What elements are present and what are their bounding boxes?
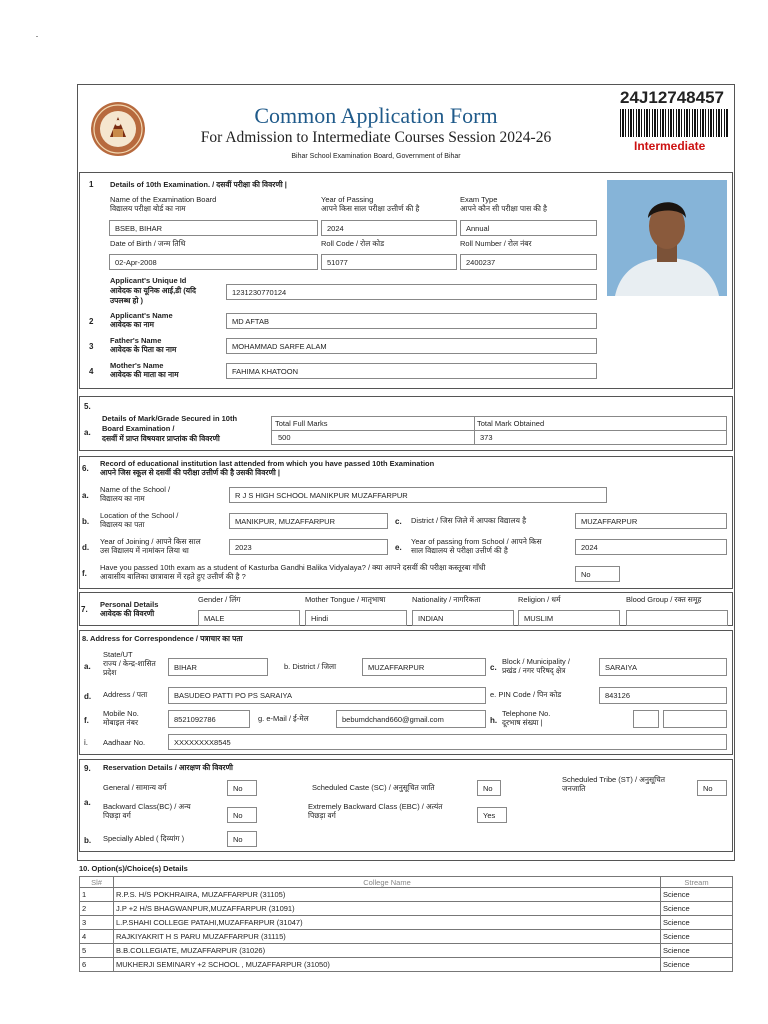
ebc-label: Extremely Backward Class (EBC) / अत्यंत पिछड़ा वर्ग [308,802,443,820]
father-name-field[interactable]: MOHAMMAD SARFE ALAM [226,338,597,354]
gender-field[interactable]: MALE [198,610,300,626]
aadhaar-field[interactable]: XXXXXXXX8545 [168,734,727,750]
section-8f: f. [84,716,89,725]
ebc-field[interactable]: Yes [477,807,507,823]
mother-name-field[interactable]: FAHIMA KHATOON [226,363,597,379]
section-7-number: 7. [81,605,88,614]
form-subtitle: For Admission to Intermediate Courses Session 2024-26 [200,129,552,146]
table-row [80,916,733,930]
marks-label: Details of Mark/Grade Secured in 10th Board Examination / दसवीं में प्राप्त विषयवार प्राप्तांक की विवरणी [102,414,238,443]
exam-type-label: Exam Type आपने कौन सी परीक्षा पास की है [460,195,548,213]
serial-cell: 6 [80,958,114,972]
address-section-title: 8. Address for Correspondence / पत्राचार का पता [82,634,243,643]
applicant-name-field[interactable]: MD AFTAB [226,313,597,329]
telephone-label: Telephone No. दूरभाष संख्या | [502,709,551,727]
applicant-name-label: Applicant's Name आवेदक का नाम [110,311,173,329]
block-field[interactable]: SARAIYA [599,658,727,676]
section-9a: a. [84,798,91,807]
obtained-marks-label: Total Mark Obtained [477,419,545,428]
pin-field[interactable]: 843126 [599,687,727,704]
applicant-photo [607,180,727,296]
college-cell: R.P.S. H/S POKHRAIRA, MUZAFFARPUR (31105) [114,888,661,902]
section-4-number: 4 [89,367,94,376]
col-stream: Stream [661,877,733,888]
stream-cell: Science [661,902,733,916]
section-6c: c. [395,517,402,526]
category-label: Intermediate [634,139,706,153]
year-passing-school-field[interactable]: 2024 [575,539,727,555]
address-field[interactable]: BASUDEO PATTI PO PS SARAIYA [168,687,486,704]
mobile-field[interactable]: 8521092786 [168,710,250,728]
table-row [80,888,733,902]
stream-cell: Science [661,958,733,972]
table-row [80,930,733,944]
aadhaar-label: Aadhaar No. [103,738,146,747]
options-title: 10. Option(s)/Choice(s) Details [79,864,188,873]
serial-cell: 5 [80,944,114,958]
scan-speck [36,36,38,37]
col-serial: Sl# [80,877,114,888]
roll-number-field[interactable]: 2400237 [460,254,597,270]
obtained-marks-value: 373 [480,433,493,442]
section-6d: d. [82,543,90,552]
nationality-label: Nationality / नागरिकता [412,595,481,604]
st-label: Scheduled Tribe (ST) / अनुसूचित जनजाति [562,775,666,793]
section-8c: c. [490,663,497,672]
section-6e: e. [395,543,402,552]
address-label: Address / पता [103,690,148,699]
kgbv-field[interactable]: No [575,566,620,582]
full-marks-value: 500 [278,433,291,442]
stream-cell: Science [661,888,733,902]
general-field[interactable]: No [227,780,257,796]
nationality-field[interactable]: INDIAN [412,610,514,626]
dob-field[interactable]: 02-Apr-2008 [109,254,318,270]
col-college-name: College Name [114,877,661,888]
stream-cell: Science [661,944,733,958]
year-joining-label: Year of Joining / आपने किस साल उस विद्यालय में नामांकन लिया था [100,537,201,555]
school-name-label: Name of the School / विद्यालय का नाम [100,485,171,503]
section-8d: d. [84,692,92,701]
state-field[interactable]: BIHAR [168,658,268,676]
board-field[interactable]: BSEB, BIHAR [109,220,318,236]
table-row [80,944,733,958]
serial-cell: 1 [80,888,114,902]
section-8h: h. [490,716,498,725]
full-marks-label: Total Full Marks [275,419,328,428]
board-logo [90,101,146,157]
section-6b: b. [82,517,90,526]
table-row [80,902,733,916]
reservation-title: Reservation Details / आरक्षण की विवरणी [103,763,233,772]
specially-abled-label: Specially Abled ( दिव्यांग ) [103,834,185,843]
sc-label: Scheduled Caste (SC) / अनुसूचित जाति [312,783,435,792]
mobile-label: Mobile No. मोबाइल नंबर [103,709,139,727]
kgbv-label: Have you passed 10th exam as a student of Kasturba Gandhi Balika Vidyalaya? / क्या आपने दसवीं की परीक्षा कस्तूरबा गाँधी आवासीय बालिका छात्रावास में रहते हुए उत्तीर्ण की है ? [100,563,486,581]
state-label: State/UT राज्य / केन्द्र-शासित प्रदेश [103,650,156,677]
bc-label: Backward Class(BC) / अन्य पिछड़ा वर्ग [103,802,191,820]
school-district-field[interactable]: MUZAFFARPUR [575,513,727,529]
father-name-label: Father's Name आवेदक के पिता का नाम [110,336,177,354]
mother-tongue-field[interactable]: Hindi [305,610,407,626]
year-passing-school-label: Year of passing from School / आपने किस साल विद्यालय से परीक्षा उत्तीर्ण की है [411,537,542,555]
year-of-passing-field[interactable]: 2024 [321,220,457,236]
section-6f: f. [82,569,87,578]
section-5a: a. [84,428,91,437]
school-name-field[interactable]: R J S HIGH SCHOOL MANIKPUR MUZAFFARPUR [229,487,607,503]
year-joining-field[interactable]: 2023 [229,539,388,555]
section-6-number: 6. [82,464,89,473]
school-record-title: Record of educational institution last attended from which you have passed 10th Examination आपने जिस स्कूल से दसवीं की परीक्षा उत्तीर्ण की है उसकी विवरणी | [100,459,435,477]
blood-group-field[interactable] [626,610,728,626]
email-label: g. e-Mail / ई-मेल [258,714,309,723]
board-label: Name of the Examination Board विद्यालय परीक्षा बोर्ड का नाम [110,195,217,213]
section-2-number: 2 [89,317,94,326]
unique-id-field[interactable]: 1231230770124 [226,284,597,300]
dob-label: Date of Birth / जन्म तिथि [110,239,186,248]
roll-number-label: Roll Number / रोल नंबर [460,239,532,248]
options-table [79,876,733,972]
section-1-title: Details of 10th Examination. / दसवीं परीक्षा की विवरणी | [110,180,287,189]
section-8a: a. [84,662,91,671]
college-cell: MUKHERJI SEMINARY +2 SCHOOL , MUZAFFARPUR (31050) [114,958,661,972]
serial-cell: 3 [80,916,114,930]
roll-code-label: Roll Code / रोल कोड [321,239,385,248]
section-1-number: 1 [89,180,94,189]
religion-label: Religion / धर्म [518,595,561,604]
st-field[interactable]: No [697,780,727,796]
table-row [80,958,733,972]
unique-id-label: Applicant's Unique Id आवेदक का यूनिक आई,डी (यदि उपलब्ध हो ) [110,276,196,305]
options-header-row [80,877,733,888]
college-cell: B.B.COLLEGIATE, MUZAFFARPUR (31026) [114,944,661,958]
district-address-field[interactable]: MUZAFFARPUR [362,658,486,676]
email-field[interactable]: bebumdchand660@gmail.com [336,710,486,728]
stream-cell: Science [661,930,733,944]
section-9-number: 9. [84,764,91,773]
marks-table [271,416,727,445]
section-9b: b. [84,836,92,845]
district-address-label: b. District / जिला [284,662,337,671]
blood-group-label: Blood Group / रक्त समूह [626,595,702,604]
section-3-number: 3 [89,342,94,351]
school-location-label: Location of the School / विद्यालय का पता [100,511,179,529]
section-8i: i. [84,738,88,747]
school-location-field[interactable]: MANIKPUR, MUZAFFARPUR [229,513,388,529]
application-id: 24J12748457 [620,88,725,107]
serial-cell: 4 [80,930,114,944]
stream-cell: Science [661,916,733,930]
roll-code-field[interactable]: 51077 [321,254,457,270]
pin-label: e. PIN Code / पिन कोड [490,690,562,699]
college-cell: RAJKIYAKRIT H S PARU MUZAFFARPUR (31115) [114,930,661,944]
bc-field[interactable]: No [227,807,257,823]
section-5-number: 5. [84,402,91,411]
district-label: District / जिस जिले में आपका विद्यालय है [411,516,527,525]
college-cell: J.P +2 H/S BHAGWANPUR,MUZAFFARPUR (31091) [114,902,661,916]
telephone-std-field[interactable] [633,710,659,728]
block-label: Block / Municipality / प्रखंड / नगर परिषद् क्षेत्र [502,657,570,675]
general-label: General / सामान्य वर्ग [103,783,167,792]
board-name: Bihar School Examination Board, Government of Bihar [291,153,461,160]
barcode [620,109,728,137]
mother-name-label: Mother's Name आवेदक की माता का नाम [110,361,179,379]
exam-type-field[interactable]: Annual [460,220,597,236]
sc-field[interactable]: No [477,780,501,796]
specially-abled-field[interactable]: No [227,831,257,847]
gender-label: Gender / लिंग [198,595,241,604]
serial-cell: 2 [80,902,114,916]
year-of-passing-label: Year of Passing आपने किस साल परीक्षा उत्तीर्ण की है [321,195,420,213]
form-title: Common Application Form [254,103,498,128]
telephone-field[interactable] [663,710,727,728]
personal-details-label: Personal Details आवेदक की विवरणी [100,600,159,618]
mother-tongue-label: Mother Tongue / मातृभाषा [305,595,386,604]
section-6a: a. [82,491,89,500]
college-cell: L.P.SHAHI COLLEGE PATAHI,MUZAFFARPUR (31047) [114,916,661,930]
religion-field[interactable]: MUSLIM [518,610,620,626]
